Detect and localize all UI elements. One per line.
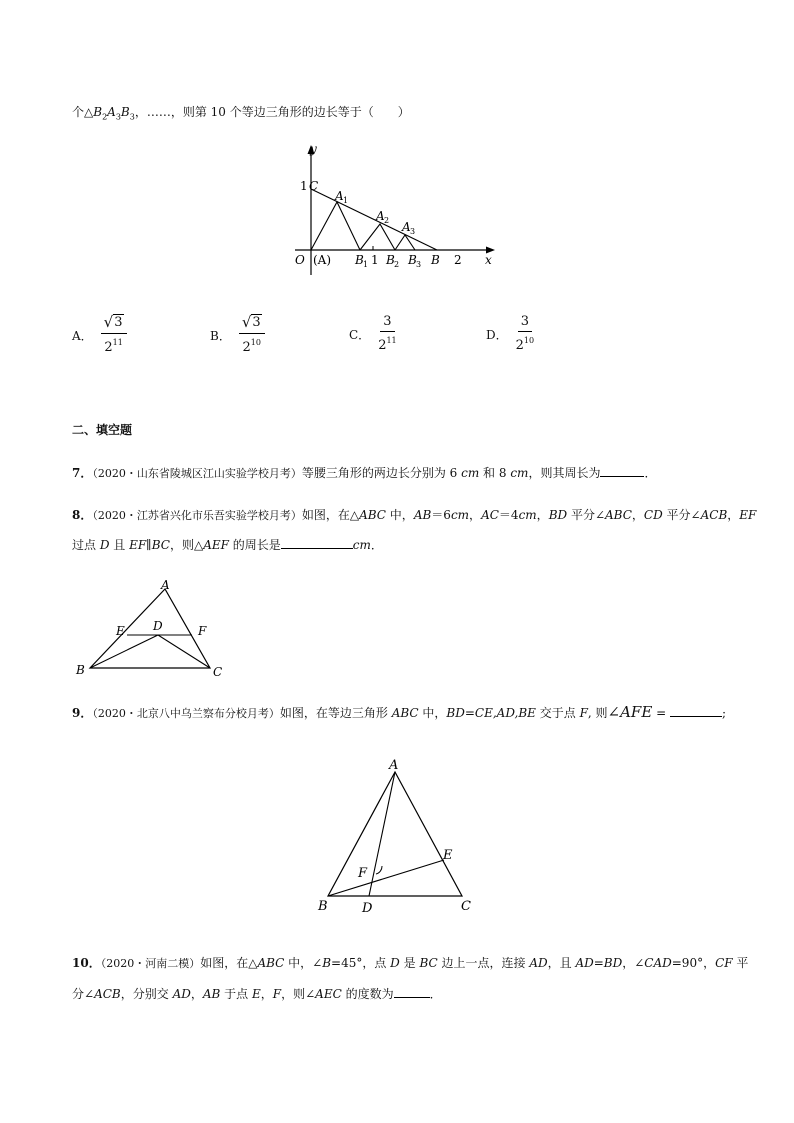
math: AEC: [315, 987, 342, 1001]
label-a2: A: [376, 209, 385, 223]
math: AB: [413, 508, 432, 522]
math: ∠AFE: [607, 703, 653, 721]
option-c[interactable]: [349, 314, 397, 354]
label-b1: B: [355, 253, 364, 267]
option-letter: B．: [210, 328, 231, 343]
label: B: [93, 105, 103, 119]
math: AB: [202, 987, 221, 1001]
label-c: C: [213, 665, 223, 679]
text: 个△: [72, 105, 94, 119]
math: ABC: [359, 508, 386, 522]
math: AD: [529, 956, 548, 970]
math: ABC: [605, 508, 632, 522]
option-b[interactable]: [210, 314, 265, 356]
label-b2: B: [386, 253, 395, 267]
segments-bd-dc: [90, 635, 210, 668]
text: ，……，则第 10 个等边三角形的边长等于（ ）: [134, 105, 410, 119]
label-c: C: [309, 179, 319, 193]
text: 如图，在△: [200, 956, 258, 970]
text: =: [652, 706, 670, 720]
figure-coordinate-triangles: [285, 140, 510, 280]
label-b: B: [431, 253, 440, 267]
unit: cm: [450, 508, 470, 522]
label: B: [120, 105, 130, 119]
math: AD: [172, 987, 191, 1001]
answer-blank[interactable]: [394, 986, 430, 998]
label-a: A: [389, 758, 399, 773]
figure-equilateral-triangle: [310, 752, 480, 918]
text: , 则: [587, 706, 608, 720]
exponent: 10: [250, 338, 261, 347]
label-f: F: [198, 624, 207, 638]
math: BD=CE,AD,BE: [446, 706, 536, 720]
text: 分∠: [72, 987, 95, 1001]
text: 于点: [220, 987, 252, 1001]
label-1-x: 1: [371, 253, 379, 267]
base: 2: [242, 340, 251, 355]
text: ，则∠: [281, 987, 316, 1001]
question-8-line-1: [72, 507, 756, 524]
text: 中，: [418, 706, 447, 720]
math: ACB: [700, 508, 728, 522]
label-2-x: 2: [454, 253, 462, 267]
math: ACB: [94, 987, 121, 1001]
question-source: （2020・山东省陵城区江山实验学校月考）: [92, 467, 302, 480]
base: 2: [378, 338, 387, 353]
question-7: [72, 465, 656, 482]
question-9: [72, 704, 726, 722]
option-letter: D．: [486, 327, 508, 342]
question-number: 10．: [72, 956, 101, 970]
math: CF: [715, 956, 733, 970]
text: ，则△: [169, 538, 204, 552]
label-b: B: [76, 663, 85, 677]
question-6-tail: [72, 104, 410, 125]
text: 中，: [385, 508, 414, 522]
text: 是: [399, 956, 420, 970]
question-number: 8．: [72, 508, 93, 522]
unit: cm: [461, 466, 480, 480]
fraction: [378, 314, 396, 354]
answer-blank[interactable]: [670, 705, 722, 717]
text: ，且: [547, 956, 576, 970]
option-letter: A．: [72, 328, 93, 343]
text: 等腰三角形的两边长分别为 6: [301, 466, 462, 480]
exponent: 11: [386, 336, 397, 345]
label-b1-sub: 1: [363, 260, 369, 269]
text: ．: [429, 987, 442, 1001]
question-source: （2020・北京八中乌兰察布分校月考）: [92, 707, 280, 720]
angle-arc: [376, 866, 382, 874]
subscript: 3: [115, 112, 121, 122]
text: ．: [370, 538, 383, 552]
text: 的周长是: [228, 538, 281, 552]
label-f: F: [358, 866, 368, 881]
text: 平分∠: [567, 508, 606, 522]
text: 的度数为: [341, 987, 394, 1001]
math: BC: [419, 956, 438, 970]
text: 平分∠: [662, 508, 701, 522]
label-e: E: [443, 848, 453, 863]
label-a-paren: (A): [313, 253, 332, 267]
subscript: 2: [102, 112, 108, 122]
label-a1: A: [335, 189, 344, 203]
text: ，: [631, 508, 644, 522]
base: 2: [104, 340, 113, 355]
exponent: 10: [523, 336, 535, 345]
text: 过点: [72, 538, 100, 552]
text: ，∠: [622, 956, 645, 970]
math: ABC: [257, 956, 285, 970]
line-cb: [311, 189, 437, 250]
label-b3-sub: 3: [416, 260, 422, 269]
section-title: 二、填空题: [72, 423, 133, 437]
text: 如图，在等边三角形: [279, 706, 392, 720]
text: ，: [727, 508, 740, 522]
text: 且: [109, 538, 130, 552]
text: 中，∠: [284, 956, 323, 970]
y-label: y: [310, 142, 317, 156]
figure-triangle-aef: [70, 576, 230, 680]
segment-be: [328, 860, 444, 896]
math: D: [99, 538, 110, 552]
label-a1-sub: 1: [343, 196, 349, 205]
text: =45°，点: [331, 956, 391, 970]
math: ABC: [391, 706, 419, 720]
text: 平: [732, 956, 749, 970]
text: ，: [190, 987, 203, 1001]
exponent: 11: [112, 338, 123, 347]
label-1-y: 1: [300, 179, 308, 193]
label-b: B: [318, 899, 328, 914]
unit: cm: [510, 466, 529, 480]
base: 2: [515, 338, 524, 353]
text: ;: [721, 706, 727, 720]
text: 和 8: [479, 466, 511, 480]
text: ，: [260, 987, 273, 1001]
label-d: D: [362, 901, 373, 916]
question-10-line-1: [72, 955, 748, 972]
text: 如图，在△: [301, 508, 360, 522]
math: F: [579, 706, 588, 720]
triangle-2: [360, 224, 395, 250]
text: ．: [644, 466, 657, 480]
text: =90°，: [671, 956, 716, 970]
question-source: （2020・河南二模）: [100, 957, 201, 970]
label-a3-sub: 3: [410, 227, 416, 236]
x-label: x: [485, 253, 492, 267]
text: 边上一点，连接: [437, 956, 530, 970]
text: 交于点: [535, 706, 580, 720]
math: EF∥BC: [129, 538, 170, 552]
answer-blank[interactable]: [600, 465, 644, 477]
math: AC: [481, 508, 499, 522]
question-number: 7．: [72, 466, 93, 480]
text: ＝6: [431, 508, 451, 522]
math: F: [272, 987, 282, 1001]
label-c: C: [461, 899, 471, 914]
label-a3: A: [402, 220, 411, 234]
math: B: [322, 956, 332, 970]
label-a2-sub: 2: [384, 216, 390, 225]
fraction: √ 3 $2^{10}$: [239, 314, 265, 356]
triangle-abc: [328, 772, 462, 896]
math: AD=BD: [575, 956, 623, 970]
text: ，: [469, 508, 482, 522]
label-e: E: [116, 624, 125, 638]
question-8-line-2: [72, 537, 383, 553]
segment-ad: [369, 772, 395, 896]
numerator: 3: [518, 314, 532, 332]
label-b2-sub: 2: [394, 260, 400, 269]
text: ，分别交: [120, 987, 173, 1001]
triangle-3: [395, 235, 415, 250]
fraction: √ 3 $2^{11}$: [101, 314, 127, 356]
label-b3: B: [408, 253, 417, 267]
unit: cm: [518, 508, 537, 522]
math: CD: [643, 508, 663, 522]
question-10-line-2: [72, 986, 442, 1002]
option-a[interactable]: [72, 314, 127, 356]
fraction: [516, 314, 534, 354]
unit: cm: [352, 538, 371, 552]
text: ，: [536, 508, 549, 522]
radicand: 3: [252, 315, 261, 330]
label: A: [107, 105, 116, 119]
label-a: A: [161, 578, 170, 592]
math: E: [252, 987, 261, 1001]
question-number: 9．: [72, 706, 93, 720]
question-source: （2020・江苏省兴化市乐吾实验学校月考）: [92, 509, 302, 522]
option-d[interactable]: [486, 314, 534, 354]
label-o: O: [295, 253, 305, 267]
option-letter: C．: [349, 327, 371, 342]
subscript: 3: [129, 112, 135, 122]
numerator: 3: [380, 314, 394, 332]
math: D: [390, 956, 400, 970]
text: ，则其周长为: [528, 466, 601, 480]
text: ＝4: [498, 508, 519, 522]
radicand: 3: [114, 315, 123, 330]
answer-blank[interactable]: [281, 537, 353, 549]
math: CAD: [644, 956, 672, 970]
math: EF: [739, 508, 757, 522]
math: BD: [548, 508, 568, 522]
math: AEF: [203, 538, 229, 552]
label-d: D: [153, 619, 163, 633]
